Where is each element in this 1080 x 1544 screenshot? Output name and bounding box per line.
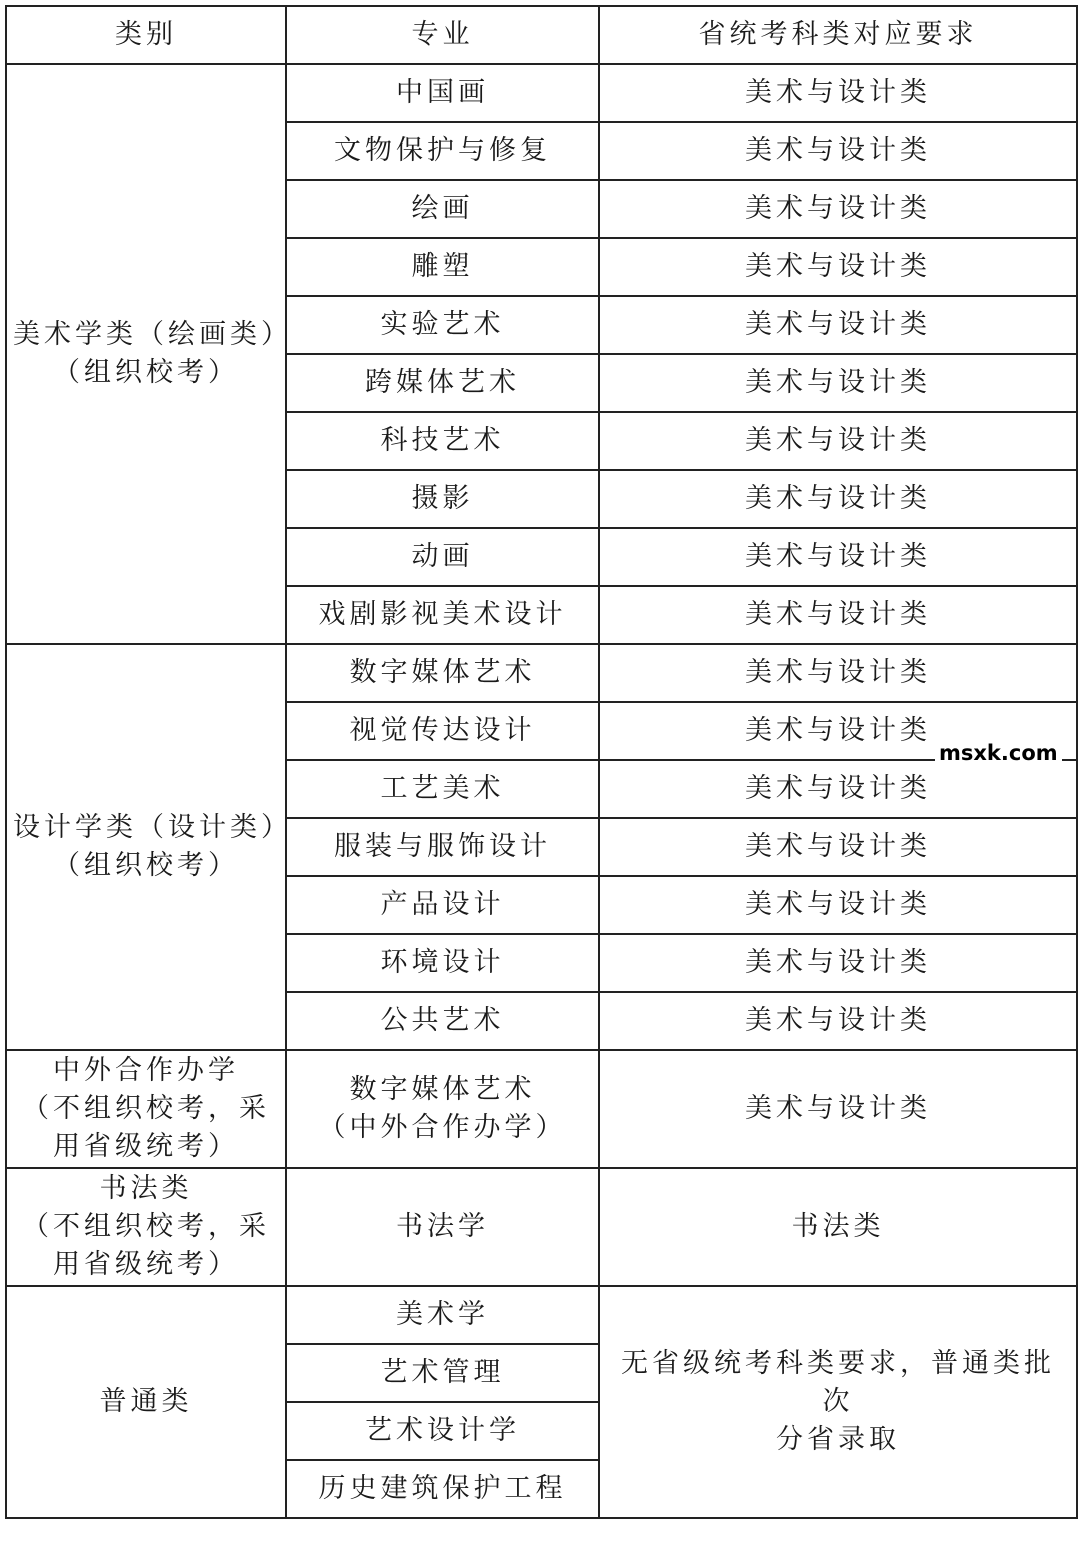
major-cell: 雕塑 (286, 238, 599, 296)
major-cell: 绘画 (286, 180, 599, 238)
requirement-cell: 美术与设计类 (599, 64, 1077, 122)
requirement-cell: 美术与设计类 (599, 992, 1077, 1050)
major-cell: 产品设计 (286, 876, 599, 934)
category-cell: 设计学类（设计类） （组织校考） (6, 644, 286, 1050)
major-cell: 书法学 (286, 1168, 599, 1286)
major-cell: 文物保护与修复 (286, 122, 599, 180)
requirement-cell: 美术与设计类 (599, 702, 1077, 760)
major-cell: 数字媒体艺术 (286, 644, 599, 702)
table-row (6, 1050, 1077, 1168)
major-cell: 科技艺术 (286, 412, 599, 470)
requirement-cell: 美术与设计类 (599, 1050, 1077, 1168)
requirement-cell: 美术与设计类 (599, 818, 1077, 876)
requirement-cell: 美术与设计类 (599, 934, 1077, 992)
category-cell: 普通类 (6, 1286, 286, 1518)
category-cell: 中外合作办学 （不组织校考，采 用省级统考） (6, 1050, 286, 1168)
major-cell: 摄影 (286, 470, 599, 528)
category-cell: 书法类 （不组织校考，采 用省级统考） (6, 1168, 286, 1286)
requirement-cell: 美术与设计类 (599, 122, 1077, 180)
header-requirement: 省统考科类对应要求 (599, 6, 1077, 64)
requirement-cell: 美术与设计类 (599, 412, 1077, 470)
table-row (6, 64, 1077, 122)
major-cell: 环境设计 (286, 934, 599, 992)
major-cell: 中国画 (286, 64, 599, 122)
major-cell: 数字媒体艺术 （中外合作办学） (286, 1050, 599, 1168)
major-cell: 艺术管理 (286, 1344, 599, 1402)
major-cell: 历史建筑保护工程 (286, 1460, 599, 1518)
header-category: 类别 (6, 6, 286, 64)
major-cell: 服装与服饰设计 (286, 818, 599, 876)
requirement-cell: 美术与设计类 (599, 238, 1077, 296)
table-row (6, 1168, 1077, 1286)
requirement-cell: 书法类 (599, 1168, 1077, 1286)
major-cell: 实验艺术 (286, 296, 599, 354)
header-major: 专业 (286, 6, 599, 64)
major-cell: 公共艺术 (286, 992, 599, 1050)
major-cell: 艺术设计学 (286, 1402, 599, 1460)
category-cell: 美术学类（绘画类） （组织校考） (6, 64, 286, 644)
requirement-cell: 美术与设计类 (599, 296, 1077, 354)
watermark-text: msxk.com (935, 739, 1062, 767)
admission-table (5, 5, 1078, 1519)
table-header-row (6, 6, 1077, 64)
major-cell: 工艺美术 (286, 760, 599, 818)
major-cell: 戏剧影视美术设计 (286, 586, 599, 644)
requirement-cell: 美术与设计类 (599, 180, 1077, 238)
table-row (6, 644, 1077, 702)
requirement-cell: 美术与设计类 (599, 354, 1077, 412)
major-cell: 跨媒体艺术 (286, 354, 599, 412)
requirement-cell: 美术与设计类 (599, 760, 1077, 818)
requirement-cell: 美术与设计类 (599, 528, 1077, 586)
requirement-cell: 美术与设计类 (599, 644, 1077, 702)
table-row (6, 1286, 1077, 1344)
requirement-cell: 美术与设计类 (599, 586, 1077, 644)
requirement-cell: 无省级统考科类要求，普通类批次 分省录取 (599, 1286, 1077, 1518)
major-cell: 动画 (286, 528, 599, 586)
requirement-cell: 美术与设计类 (599, 876, 1077, 934)
requirement-cell: 美术与设计类 (599, 470, 1077, 528)
major-cell: 美术学 (286, 1286, 599, 1344)
major-cell: 视觉传达设计 (286, 702, 599, 760)
